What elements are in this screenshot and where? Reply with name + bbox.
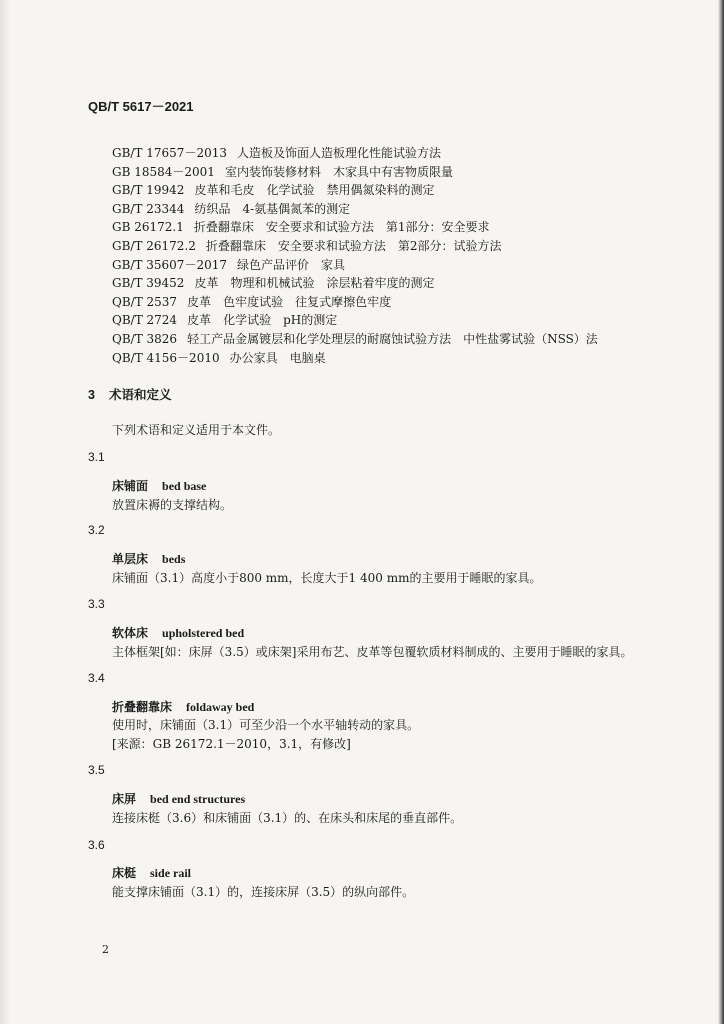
section-heading: [88, 385, 171, 403]
reference-title: 纺织品 4-氨基偶氮苯的测定: [194, 201, 351, 216]
term-zh: 床梃: [112, 866, 137, 880]
term-zh: 床屏: [112, 792, 137, 806]
term-number: 3.3: [88, 597, 105, 611]
reference-code: GB/T 26172.2: [112, 238, 196, 253]
term-zh: 单层床: [112, 552, 149, 566]
reference-title: 皮革和毛皮 化学试验 禁用偶氮染料的测定: [194, 183, 435, 198]
reference-code: GB/T 39452: [112, 276, 185, 291]
normative-references: [112, 144, 598, 367]
term-heading: [112, 477, 206, 494]
term-definition: 放置床褥的支撑结构。: [112, 498, 233, 512]
term-heading: [112, 624, 244, 641]
term-heading: [112, 698, 254, 715]
section-intro: 下列术语和定义适用于本文件。: [112, 423, 281, 437]
reference-item: [112, 330, 598, 349]
reference-item: [112, 144, 598, 163]
reference-title: 室内装饰装修材料 木家具中有害物质限量: [224, 164, 453, 179]
reference-code: GB/T 23344: [112, 201, 185, 216]
reference-code: GB/T 19942: [112, 183, 185, 198]
term-definition: 能支撑床铺面（3.1）的，连接床屏（3.5）的纵向部件。: [112, 885, 415, 899]
section-title: 术语和定义: [108, 388, 172, 402]
term-definition: 使用时，床铺面（3.1）可至少沿一个水平轴转动的家具。: [112, 718, 420, 732]
reference-title: 轻工产品金属镀层和化学处理层的耐腐蚀试验方法 中性盐雾试验（NSS）法: [187, 331, 598, 346]
term-definition: 床铺面（3.1）高度小于800 mm，长度大于1 400 mm的主要用于睡眠的家具。: [112, 571, 542, 585]
term-number: 3.5: [88, 763, 105, 777]
reference-item: [112, 293, 598, 312]
term-heading: [112, 790, 245, 807]
reference-code: GB/T 35607－2017: [112, 257, 227, 272]
reference-code: QB/T 2537: [112, 294, 178, 309]
term-number: 3.6: [88, 838, 105, 852]
reference-title: 办公家具 电脑桌: [229, 350, 326, 365]
term-definition: 主体框架[如：床屏（3.5）或床架]采用布艺、皮革等包覆软质材料制成的、主要用于睡眠的家具。: [112, 645, 633, 659]
reference-item: [112, 181, 598, 200]
term-heading: [112, 550, 185, 567]
reference-item: [112, 349, 598, 368]
reference-item: [112, 256, 598, 275]
term-zh: 软体床: [112, 626, 149, 640]
term-number: 3.1: [88, 450, 105, 464]
reference-code: QB/T 3826: [112, 331, 178, 346]
term-definition: 连接床梃（3.6）和床铺面（3.1）的、在床头和床尾的垂直部件。: [112, 811, 463, 825]
reference-title: 人造板及饰面人造板理化性能试验方法: [236, 146, 441, 160]
reference-code: QB/T 2724: [112, 313, 178, 328]
reference-title: 折叠翻靠床 安全要求和试验方法 第2部分：试验方法: [205, 238, 502, 253]
term-zh: 床铺面: [112, 479, 149, 493]
reference-code: GB/T 17657－2013: [112, 146, 227, 160]
term-number: 3.2: [88, 523, 105, 537]
reference-code: QB/T 4156－2010: [112, 350, 220, 365]
reference-item: [112, 163, 598, 182]
term-en: foldaway bed: [186, 700, 255, 714]
reference-title: 皮革 化学试验 pH的测定: [187, 313, 338, 328]
reference-code: GB 18584－2001: [112, 164, 215, 179]
term-number: 3.4: [88, 671, 105, 685]
term-en: bed end structures: [150, 792, 246, 806]
reference-item: [112, 274, 598, 293]
scan-edge-left: [0, 0, 10, 1024]
term-en: side rail: [150, 866, 192, 880]
term-en: beds: [162, 552, 186, 566]
reference-title: 绿色产品评价 家具: [236, 257, 345, 272]
term-zh: 折叠翻靠床: [112, 700, 173, 714]
reference-item: [112, 200, 598, 219]
reference-code: GB 26172.1: [112, 220, 184, 235]
term-source-note: [来源：GB 26172.1－2010，3.1，有修改]: [112, 737, 351, 751]
term-en: upholstered bed: [162, 626, 245, 640]
term-en: bed base: [162, 479, 207, 493]
section-number: 3: [88, 388, 95, 402]
reference-item: [112, 311, 598, 330]
term-heading: [112, 864, 191, 881]
reference-item: [112, 237, 598, 256]
reference-title: 折叠翻靠床 安全要求和试验方法 第1部分：安全要求: [193, 220, 490, 235]
reference-title: 皮革 色牢度试验 往复式摩擦色牢度: [187, 294, 392, 309]
reference-title: 皮革 物理和机械试验 涂层粘着牢度的测定: [194, 276, 435, 291]
standard-number: QB/T 5617－2021: [88, 99, 194, 114]
scan-edge-right: [718, 0, 724, 1024]
reference-item: [112, 218, 598, 237]
page-number: 2: [102, 943, 109, 956]
